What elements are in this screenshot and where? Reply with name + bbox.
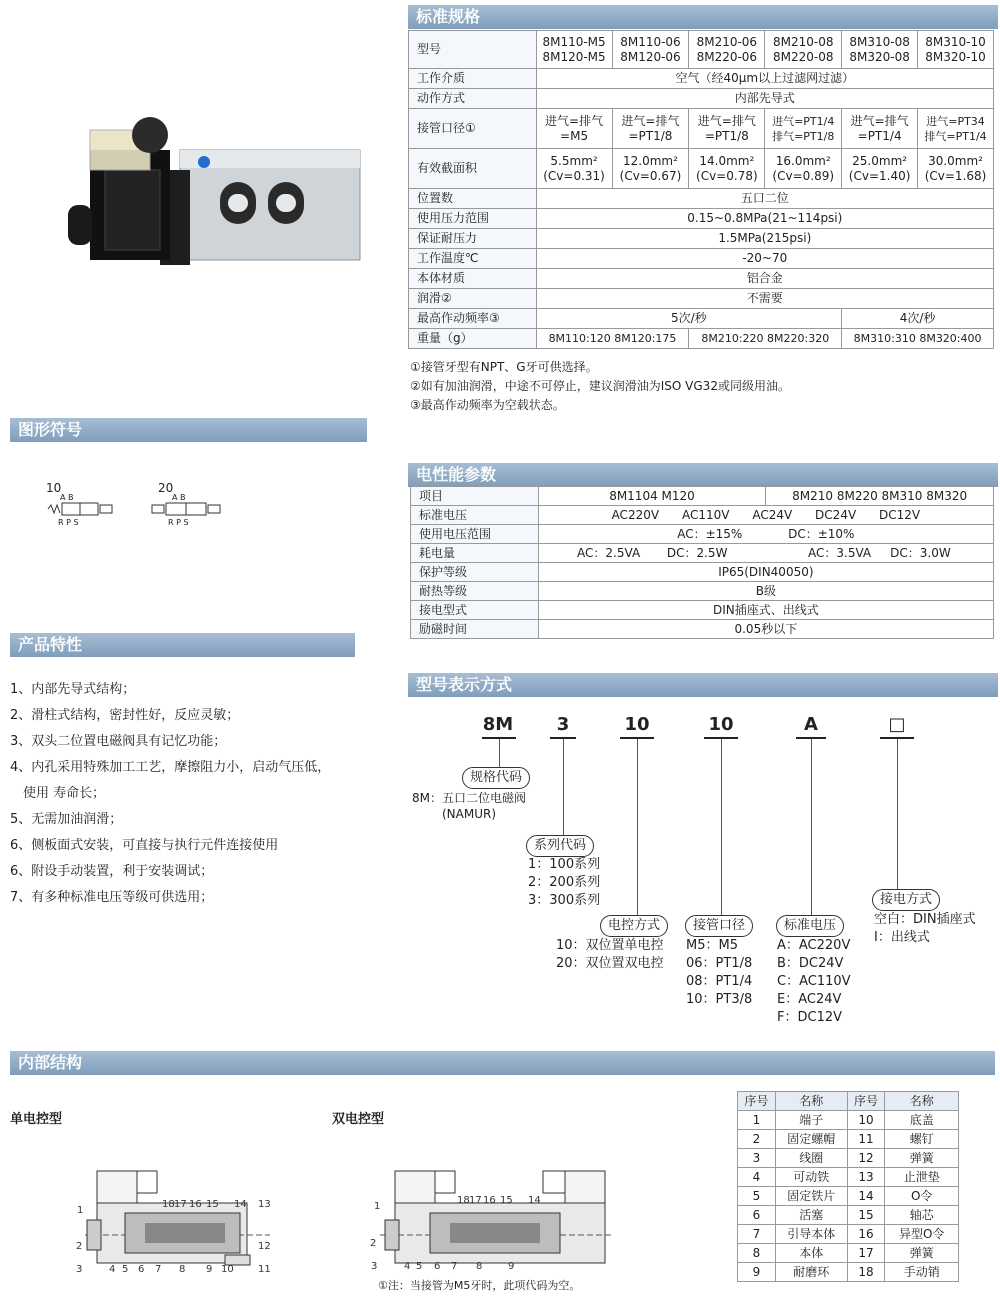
parts-header: 序号 <box>738 1092 776 1111</box>
callout-number: 6 <box>138 1264 145 1275</box>
code-control: 10 <box>624 714 650 735</box>
area-cell: 30.0mm² (Cv=1.68) <box>918 149 994 189</box>
symbol-20 <box>150 482 228 527</box>
weight-value-a: 8M110:120 8M120:175 <box>536 329 689 349</box>
desc-line: B：DC24V <box>777 956 844 971</box>
parts-table <box>737 1091 959 1282</box>
parts-header: 名称 <box>885 1092 959 1111</box>
symbol-ab: A B <box>172 493 186 502</box>
port-cell: 进气=排气 =PT1/8 <box>612 109 689 149</box>
features-section-header: 产品特性 <box>10 633 355 657</box>
desc-line: C：AC110V <box>777 974 851 989</box>
symbol-section-header: 图形符号 <box>10 418 367 442</box>
power-a: AC：2.5VA DC：2.5W <box>538 544 766 563</box>
model-cell: 8M310-08 8M320-08 <box>842 31 918 69</box>
code-line <box>811 739 812 915</box>
model-label: 型号 <box>409 31 537 69</box>
features-list <box>10 677 330 911</box>
callout-number: 14 <box>528 1195 541 1206</box>
control-code-pill: 电控方式 <box>600 915 668 937</box>
material-label: 本体材质 <box>409 269 537 289</box>
wiring-code-pill: 接电方式 <box>872 889 940 911</box>
callout-number: 5 <box>122 1264 129 1275</box>
feature-item: 3、双头二位置电磁阀具有记忆功能； <box>10 734 227 749</box>
model-section-header: 型号表示方式 <box>408 673 998 697</box>
spec-code-pill: 规格代码 <box>462 767 530 789</box>
callout-number: 2 <box>76 1241 83 1252</box>
feature-item: 1、内部先导式结构； <box>10 682 136 697</box>
feature-item: 5、无需加油润滑； <box>10 812 123 827</box>
ip-value: IP65(DIN40050) <box>538 563 993 582</box>
area-label: 有效截面积 <box>409 149 537 189</box>
medium-label: 工作介质 <box>409 69 537 89</box>
single-control-title: 单电控型 <box>10 1112 63 1127</box>
callout-number: 1 <box>374 1201 381 1212</box>
callout-number: 5 <box>416 1261 423 1272</box>
table-row: 1 端子 10 底盖 <box>738 1111 959 1130</box>
code-wiring: □ <box>888 714 906 735</box>
electrical-section-header: 电性能参数 <box>408 463 998 487</box>
port-cell: 进气=排气 =M5 <box>536 109 612 149</box>
code-line <box>897 739 898 889</box>
callout-number: 15 <box>206 1199 219 1210</box>
parts-header: 序号 <box>847 1092 885 1111</box>
voltage-label: 标准电压 <box>411 506 539 525</box>
callout-number: 4 <box>404 1261 411 1272</box>
table-row: 2 固定螺帽 11 螺钉 <box>738 1130 959 1149</box>
table-row: 3 线圈 12 弹簧 <box>738 1149 959 1168</box>
table-row: 8 本体 17 弹簧 <box>738 1244 959 1263</box>
model-cell: 8M110-06 8M120-06 <box>612 31 689 69</box>
area-cell: 25.0mm² (Cv=1.40) <box>842 149 918 189</box>
internal-footnote: ①注：当接管为M5牙时，此项代码为空。 <box>378 1279 581 1292</box>
item-label: 项目 <box>411 487 539 506</box>
symbol-num: 10 <box>46 481 62 495</box>
table-row: 4 可动铁 13 止泄垫 <box>738 1168 959 1187</box>
desc-line: 10：双位置单电控 <box>556 938 664 953</box>
freq-value-a: 5次/秒 <box>536 309 842 329</box>
position-value: 五口二位 <box>536 189 993 209</box>
port-cell: 进气=PT34 排气=PT1/4 <box>918 109 994 149</box>
callout-number: 9 <box>508 1261 515 1272</box>
callout-number: 18 <box>457 1195 470 1206</box>
feature-item: 6、附设手动装置，利于安装调试； <box>10 864 214 879</box>
symbol-10 <box>46 482 116 527</box>
proof-label: 保证耐压力 <box>409 229 537 249</box>
symbol-num: 20 <box>158 481 174 495</box>
port-cell: 进气=排气 =PT1/8 <box>689 109 765 149</box>
desc-line: 空白：DIN插座式 <box>874 912 976 927</box>
callout-number: 1 <box>77 1205 84 1216</box>
model-cell: 8M210-06 8M220-06 <box>689 31 765 69</box>
proof-value: 1.5MPa(215psi) <box>536 229 993 249</box>
spec-code-desc <box>412 790 526 822</box>
ip-label: 保护等级 <box>411 563 539 582</box>
area-cell: 12.0mm² (Cv=0.67) <box>612 149 689 189</box>
pressure-value: 0.15~0.8MPa(21~114psi) <box>536 209 993 229</box>
callout-number: 4 <box>109 1264 116 1275</box>
desc-line: (NAMUR) <box>442 807 497 821</box>
internal-section-header: 内部结构 <box>10 1051 995 1075</box>
port-cell: 进气=PT1/4 排气=PT1/8 <box>765 109 842 149</box>
symbol-ab: A B <box>60 493 74 502</box>
callout-number: 16 <box>483 1195 496 1206</box>
model-cell: 8M110-M5 8M120-M5 <box>536 31 612 69</box>
spec-section-header: 标准规格 <box>408 5 998 29</box>
code-line <box>721 739 722 915</box>
callout-number: 12 <box>258 1241 271 1252</box>
feature-item: 6、侧板面式安装，可直接与执行元件连接使用 <box>10 838 279 853</box>
desc-line: M5：M5 <box>686 938 738 953</box>
port-code-pill: 接管口径 <box>685 915 753 937</box>
code-line <box>563 739 564 835</box>
desc-line: 10：PT3/8 <box>686 992 753 1007</box>
spec-table <box>408 30 994 349</box>
pressure-label: 使用压力范围 <box>409 209 537 229</box>
port-cell: 进气=排气 =PT1/4 <box>842 109 918 149</box>
table-row: 9 耐磨环 18 手动销 <box>738 1263 959 1282</box>
symbol-ports: R P S <box>58 518 79 527</box>
callout-number: 8 <box>476 1261 483 1272</box>
group-a: 8M1104 M120 <box>538 487 766 506</box>
material-value: 铝合金 <box>536 269 993 289</box>
heat-label: 耐热等级 <box>411 582 539 601</box>
medium-value: 空气（经40μm以上过滤网过滤） <box>536 69 993 89</box>
valve-symbol-icon <box>46 502 116 516</box>
callout-number: 13 <box>258 1199 271 1210</box>
freq-label: 最高作动频率③ <box>409 309 537 329</box>
area-cell: 14.0mm² (Cv=0.78) <box>689 149 765 189</box>
callout-number: 7 <box>451 1261 458 1272</box>
temp-label: 工作温度℃ <box>409 249 537 269</box>
desc-line: E：AC24V <box>777 992 842 1007</box>
desc-line: 20：双位置双电控 <box>556 956 664 971</box>
desc-line: 06：PT1/8 <box>686 956 753 971</box>
voltage-code-pill: 标准电压 <box>776 915 844 937</box>
area-cell: 16.0mm² (Cv=0.89) <box>765 149 842 189</box>
code-8m: 8M <box>482 714 514 735</box>
desc-line: I：出线式 <box>874 930 930 945</box>
voltage-value: AC220V AC110V AC24V DC24V DC12V <box>538 506 993 525</box>
desc-line: 08：PT1/4 <box>686 974 753 989</box>
callout-number: 18 <box>162 1199 175 1210</box>
range-label: 使用电压范围 <box>411 525 539 544</box>
feature-item: 2、滑柱式结构，密封性好，反应灵敏； <box>10 708 240 723</box>
control-code-desc <box>556 937 664 973</box>
weight-label: 重量（g） <box>409 329 537 349</box>
action-value: 内部先导式 <box>536 89 993 109</box>
callout-number: 8 <box>179 1264 186 1275</box>
callout-number: 2 <box>370 1238 377 1249</box>
weight-value-c: 8M310:310 8M320:400 <box>842 329 994 349</box>
voltage-code-desc <box>777 937 851 1027</box>
excite-label: 励磁时间 <box>411 620 539 639</box>
desc-line: F：DC12V <box>777 1010 843 1025</box>
position-label: 位置数 <box>409 189 537 209</box>
area-cell: 5.5mm² (Cv=0.31) <box>536 149 612 189</box>
note-line: ①接管牙型有NPT、G牙可供选择。 <box>410 360 598 374</box>
action-label: 动作方式 <box>409 89 537 109</box>
series-code-pill: 系列代码 <box>526 835 594 857</box>
excite-value: 0.05秒以下 <box>538 620 993 639</box>
model-cell: 8M210-08 8M220-08 <box>765 31 842 69</box>
code-line <box>499 739 500 767</box>
callout-number: 10 <box>221 1264 234 1275</box>
desc-line: 2：200系列 <box>528 875 601 890</box>
double-control-drawing <box>375 1165 615 1277</box>
symbol-ports: R P S <box>168 518 189 527</box>
note-line: ③最高作动频率为空载状态。 <box>410 398 565 412</box>
code-line <box>637 739 638 915</box>
parts-header: 名称 <box>775 1092 847 1111</box>
callout-number: 15 <box>500 1195 513 1206</box>
desc-line: 3：300系列 <box>528 893 601 908</box>
desc-line: A：AC220V <box>777 938 851 953</box>
callout-number: 3 <box>371 1261 378 1272</box>
lube-label: 润滑② <box>409 289 537 309</box>
note-line: ②如有加油润滑，中途不可停止，建议润滑油为ISO VG32或同级用油。 <box>410 379 790 393</box>
valve-product-image <box>60 110 370 280</box>
single-control-drawing <box>75 1165 275 1277</box>
temp-value: -20~70 <box>536 249 993 269</box>
port-label: 接管口径① <box>409 109 537 149</box>
feature-item: 7、有多种标准电压等级可供选用； <box>10 890 214 905</box>
callout-number: 6 <box>434 1261 441 1272</box>
callout-number: 7 <box>155 1264 162 1275</box>
range-value: AC：±15% DC：±10% <box>538 525 993 544</box>
feature-item: 4、内孔采用特殊加工工艺，摩擦阻力小，启动气压低， <box>10 760 331 775</box>
model-cell: 8M310-10 8M320-10 <box>918 31 994 69</box>
wiring-code-desc <box>874 911 976 947</box>
table-row: 7 引导本体 16 异型O令 <box>738 1225 959 1244</box>
desc-line: 8M：五口二位电磁阀 <box>412 791 526 805</box>
code-series: 3 <box>556 714 570 735</box>
group-b: 8M210 8M220 8M310 8M320 <box>766 487 994 506</box>
wiring-value: DIN插座式、出线式 <box>538 601 993 620</box>
electrical-table <box>410 486 994 639</box>
feature-item: 使用 寿命长； <box>10 786 106 801</box>
heat-value: B级 <box>538 582 993 601</box>
port-code-desc <box>686 937 752 1009</box>
callout-number: 11 <box>258 1264 271 1275</box>
weight-value-b: 8M210:220 8M220:320 <box>689 329 842 349</box>
callout-number: 17 <box>174 1199 187 1210</box>
callout-number: 9 <box>206 1264 213 1275</box>
table-row: 5 固定铁片 14 O令 <box>738 1187 959 1206</box>
callout-number: 16 <box>189 1199 202 1210</box>
power-b: AC：3.5VA DC：3.0W <box>766 544 994 563</box>
code-voltage: A <box>804 714 818 735</box>
callout-number: 14 <box>234 1199 247 1210</box>
callout-number: 17 <box>469 1195 482 1206</box>
valve-symbol-icon <box>150 502 228 516</box>
code-port: 10 <box>708 714 734 735</box>
desc-line: 1：100系列 <box>528 857 601 872</box>
spec-notes <box>410 358 790 415</box>
double-control-title: 双电控型 <box>332 1112 385 1127</box>
wiring-label: 接电型式 <box>411 601 539 620</box>
power-label: 耗电量 <box>411 544 539 563</box>
series-code-desc <box>528 856 600 910</box>
lube-value: 不需要 <box>536 289 993 309</box>
callout-number: 3 <box>76 1264 83 1275</box>
table-row: 6 活塞 15 轴芯 <box>738 1206 959 1225</box>
freq-value-b: 4次/秒 <box>842 309 994 329</box>
